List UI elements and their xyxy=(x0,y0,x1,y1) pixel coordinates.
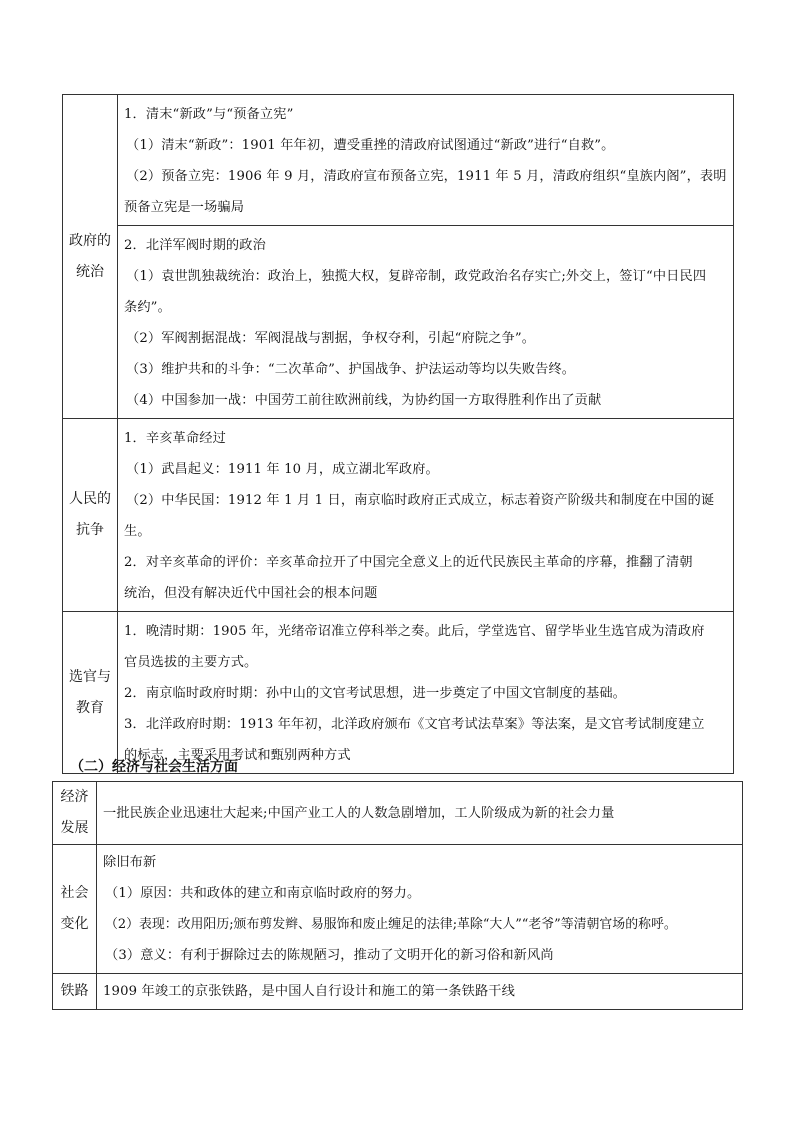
row-label-line: 人民的 xyxy=(69,491,111,507)
list-item: （3）意义：有利于摒除过去的陈规陋习，推动了文明开化的新习俗和新风尚 xyxy=(105,948,554,963)
list-item: （2）中华民国：1912 年 1 月 1 日，南京临时政府正式成立，标志着资产阶级共和制度在中国的诞 xyxy=(126,493,715,508)
list-item: （1）袁世凯独裁统治：政治上，独揽大权，复辟帝制，政党政治名存实亡;外交上，签订“中日民四 xyxy=(126,269,707,284)
cell-text: 1909 年竣工的京张铁路，是中国人自行设计和施工的第一条铁路干线 xyxy=(103,984,515,999)
list-item: （1）清末“新政”：1901 年年初，遭受重挫的清政府试图通过“新政”进行“自救”。 xyxy=(126,138,615,153)
row-label-line: 铁路 xyxy=(60,983,89,999)
list-item: 除旧布新 xyxy=(103,855,157,870)
row-label-line: 社会 xyxy=(60,885,89,901)
list-item: 1．晚清时期：1905 年，光绪帝诏准立停科举之奏。此后，学堂选官、留学毕业生选官成为清政府 xyxy=(124,624,705,639)
list-item: （2）表现：改用阳历;颁布剪发辫、易服饰和废止缠足的法律;革除“大人”“老爷”等清朝官场的称呼。 xyxy=(105,917,677,932)
row-label-line: 教育 xyxy=(76,699,104,716)
row-label-line: 选官与 xyxy=(69,668,111,685)
cell-economy xyxy=(97,782,743,845)
cell-railway xyxy=(97,974,743,1010)
list-item: 预备立宪是一场骗局 xyxy=(124,200,245,215)
block-title: 2．北洋军阀时期的政治 xyxy=(124,238,266,253)
row-label-education xyxy=(63,612,118,774)
row-label-line: 抗争 xyxy=(76,522,104,538)
row-label-line: 变化 xyxy=(60,916,89,932)
list-item: （2）预备立宪：1906 年 9 月，清政府宣布预备立宪，1911 年 5 月，清政府组织“皇族内阁”，表明 xyxy=(126,169,727,184)
list-item: （1）原因：共和政体的建立和南京临时政府的努力。 xyxy=(105,886,421,901)
list-item: 统治，但没有解决近代中国社会的根本问题 xyxy=(124,586,378,601)
list-item: （2）军阀割据混战：军阀混战与割据，争权夺利，引起“府院之争”。 xyxy=(126,331,536,346)
table-row xyxy=(63,612,734,774)
list-item: 条约”。 xyxy=(124,300,171,315)
list-item: 2．对辛亥革命的评价：辛亥革命拉开了中国完全意义上的近代民族民主革命的序幕，推翻了清朝 xyxy=(124,555,693,570)
table-row xyxy=(63,419,734,612)
list-item: （4）中国参加一战：中国劳工前往欧洲前线，为协约国一方取得胜利作出了贡献 xyxy=(126,393,602,408)
list-item: 生。 xyxy=(124,524,151,539)
cell-beiyang-politics xyxy=(118,226,734,419)
list-item: （1）武昌起义：1911 年 10 月，成立湖北军政府。 xyxy=(126,462,439,477)
cell-society xyxy=(97,845,743,974)
row-label-society xyxy=(53,845,97,974)
table-row xyxy=(53,782,743,845)
row-label-government xyxy=(63,95,118,419)
political-history-table xyxy=(62,94,734,774)
cell-text: 一批民族企业迅速壮大起来;中国产业工人的人数急剧增加，工人阶级成为新的社会力量 xyxy=(103,805,615,821)
row-label-line: 发展 xyxy=(60,820,89,836)
row-label-struggle xyxy=(63,419,118,612)
list-item: 官员选拔的主要方式。 xyxy=(124,655,258,670)
table-row xyxy=(53,974,743,1010)
cell-late-qing-reform xyxy=(118,95,734,226)
list-item: 2．南京临时政府时期：孙中山的文官考试思想，进一步奠定了中国文官制度的基础。 xyxy=(124,686,627,701)
table-row xyxy=(63,226,734,419)
row-label-line: 政府的 xyxy=(69,232,111,249)
list-item: 1．辛亥革命经过 xyxy=(124,431,226,446)
section-heading: （二）经济与社会生活方面 xyxy=(70,759,238,775)
block-title: 1．清末“新政”与“预备立宪” xyxy=(124,107,294,122)
economy-society-table xyxy=(52,781,743,1010)
list-item: 3．北洋政府时期：1913 年年初，北洋政府颁布《文官考试法草案》等法案，是文官考试制度建立 xyxy=(124,717,705,732)
list-item: （3）维护共和的斗争：“二次革命”、护国战争、护法运动等均以失败告终。 xyxy=(126,362,576,377)
cell-civil-service xyxy=(118,612,734,774)
row-label-economy xyxy=(53,782,97,845)
list-item: 的标志，主要采用考试和甄别两种方式 xyxy=(124,748,351,763)
table-row xyxy=(63,95,734,226)
row-label-railway xyxy=(53,974,97,1010)
table-row xyxy=(53,845,743,974)
cell-xinhai-revolution xyxy=(118,419,734,612)
row-label-line: 经济 xyxy=(60,789,89,805)
row-label-line: 统治 xyxy=(76,263,104,280)
